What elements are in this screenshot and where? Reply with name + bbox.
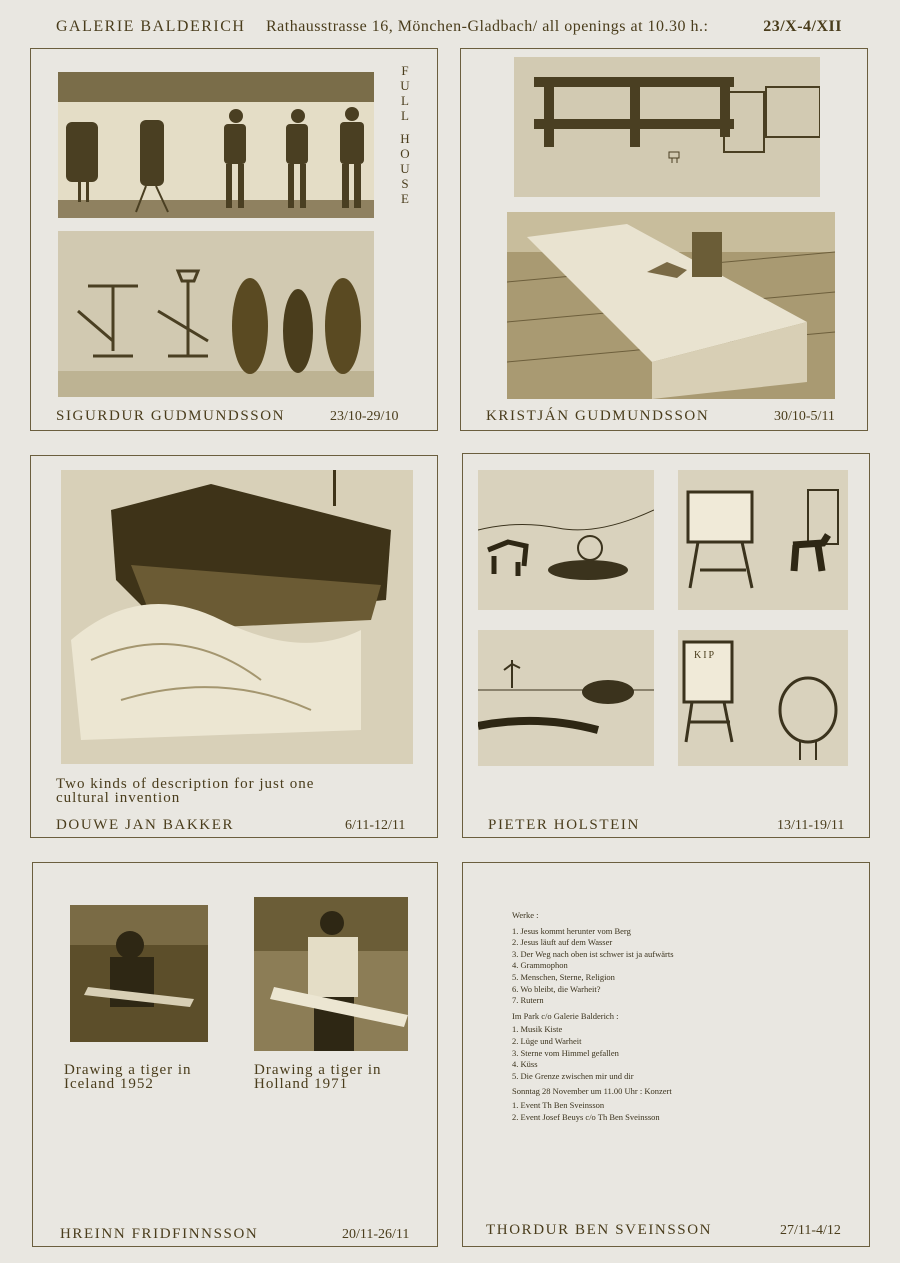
- list-item: 4. Küss: [512, 1059, 538, 1070]
- work-caption: Drawing a tiger in Iceland 1952: [64, 1062, 192, 1092]
- artist-name: DOUWE JAN BAKKER: [56, 817, 235, 833]
- kip-sign-text: KIP: [694, 650, 717, 661]
- vertical-title-full-house: F U L L H O U S E: [400, 63, 410, 206]
- park-heading: Im Park c/o Galerie Balderich :: [512, 1010, 619, 1021]
- list-item: 6. Wo bleibt, die Warheit?: [512, 983, 601, 994]
- artist-dates: 30/10-5/11: [774, 409, 835, 424]
- drawing-bird-shore: [478, 630, 654, 766]
- concert-heading: Sonntag 28 November um 11.00 Uhr : Konzert: [512, 1086, 672, 1097]
- drawing-easel-dog: [678, 470, 848, 610]
- work-caption: Two kinds of description for just one cultural invention: [56, 776, 315, 806]
- artist-name: SIGURDUR GUDMUNDSSON: [56, 408, 286, 424]
- list-item: 1. Musik Kiste: [512, 1024, 563, 1035]
- list-item: 5. Menschen, Sterne, Religion: [512, 971, 615, 982]
- artist-dates: 27/11-4/12: [780, 1223, 841, 1238]
- list-item: 3. Sterne vom Himmel gefallen: [512, 1047, 619, 1058]
- works-heading: Werke :: [512, 910, 539, 920]
- works-list: [512, 910, 852, 1123]
- artist-dates: 6/11-12/11: [345, 818, 406, 833]
- list-item: 2. Jesus läuft auf dem Wasser: [512, 937, 613, 948]
- artist-name: HREINN FRIDFINNSSON: [60, 1226, 259, 1242]
- list-item: 4. Grammophon: [512, 960, 568, 971]
- artist-name: PIETER HOLSTEIN: [488, 817, 640, 833]
- artist-name: THORDUR BEN SVEINSSON: [486, 1222, 713, 1238]
- artist-name: KRISTJÁN GUDMUNDSSON: [486, 408, 710, 424]
- photo-scales-and-shoes: [58, 231, 374, 397]
- artist-dates: 13/11-19/11: [777, 818, 845, 833]
- photo-tiger-holland-1971: [254, 897, 408, 1051]
- list-item: 1. Event Th Ben Sveinsson: [512, 1099, 605, 1110]
- list-item: 2. Lüge und Warheit: [512, 1035, 582, 1046]
- list-item: 1. Jesus kommt herunter vom Berg: [512, 925, 631, 936]
- artist-dates: 23/10-29/10: [330, 409, 399, 424]
- artist-dates: 20/11-26/11: [342, 1227, 410, 1242]
- photo-wall-frames: [514, 57, 820, 197]
- list-item: 3. Der Weg nach oben ist schwer ist ja aufwärts: [512, 948, 674, 959]
- exhibition-dates: 23/X-4/XII: [763, 18, 842, 35]
- work-caption: Drawing a tiger in Holland 1971: [254, 1062, 382, 1092]
- gallery-name: GALERIE BALDERICH: [56, 18, 246, 35]
- photo-violin-case: [61, 470, 413, 764]
- list-item: 5. Die Grenze zwischen mir und dir: [512, 1070, 634, 1081]
- list-item: 2. Event Josef Beuys c/o Th Ben Sveinsson: [512, 1111, 660, 1122]
- drawing-dog-beach: [478, 470, 654, 610]
- header: [56, 18, 856, 44]
- photo-wooden-beams: [507, 212, 835, 399]
- photo-full-house-figures: [58, 72, 374, 218]
- list-item: 7. Rutern: [512, 995, 544, 1006]
- photo-tiger-iceland-1952: [70, 905, 208, 1042]
- gallery-address: Rathausstrasse 16, Mönchen-Gladbach/ all openings at 10.30 h.:: [265, 18, 709, 35]
